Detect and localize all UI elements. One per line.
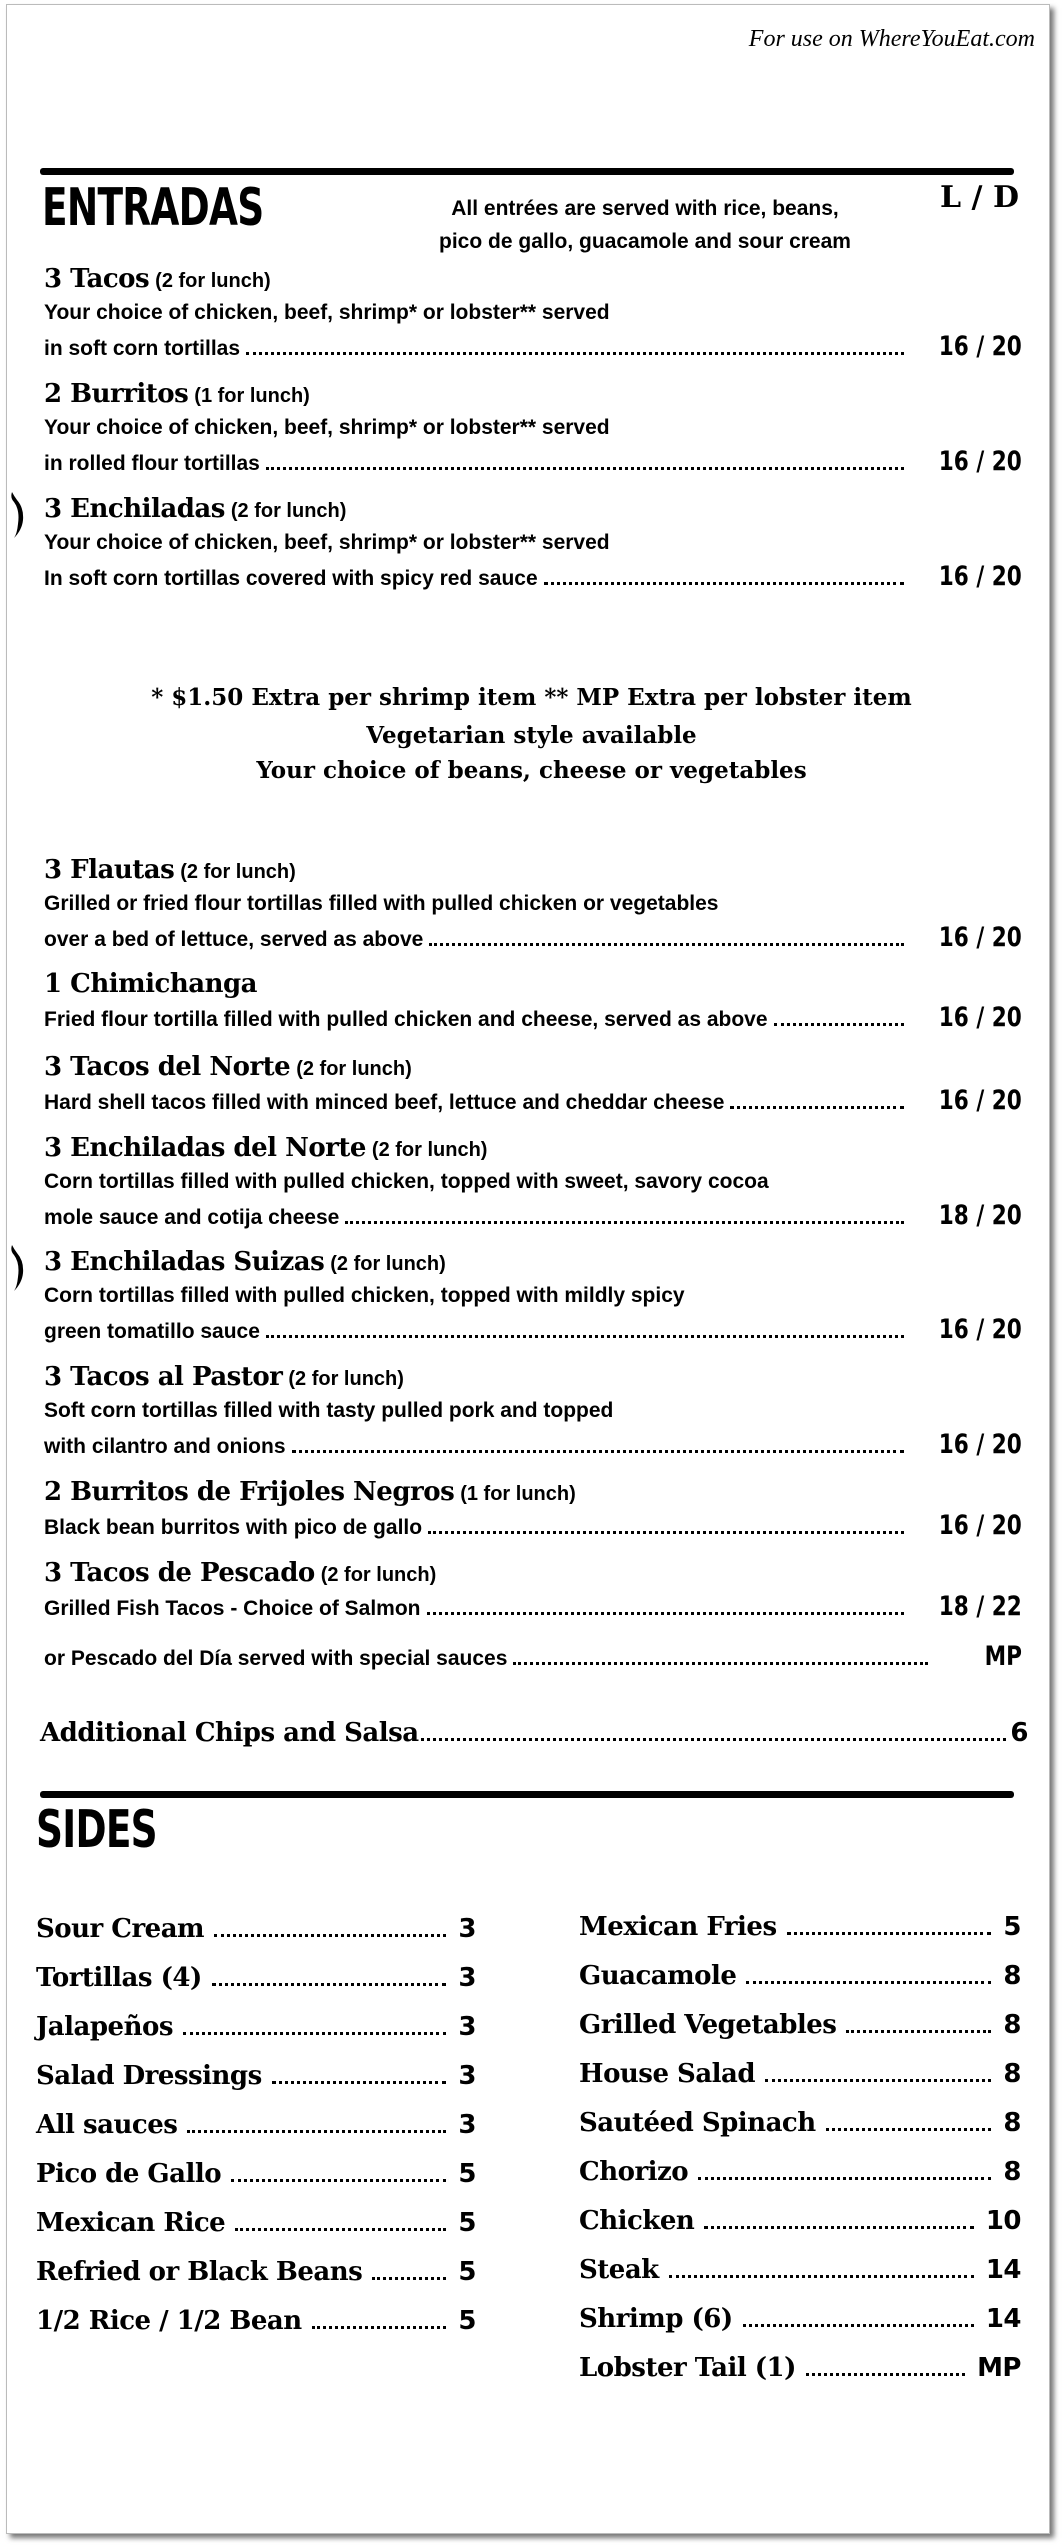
item-description: Black bean burritos with pico de gallo [44, 1516, 423, 1539]
item-price: 16 / 20 [938, 1429, 1022, 1460]
item-price: 16 / 20 [938, 1314, 1022, 1345]
side-price: 10 [985, 2206, 1021, 2236]
side-price: 8 [1003, 2108, 1021, 2138]
entradas-heading: ENTRADAS [42, 178, 264, 238]
side-item [36, 2208, 476, 2238]
item-qualifier: (2 for lunch) [230, 500, 347, 522]
item-qualifier: (2 for lunch) [155, 270, 271, 292]
side-item [579, 2353, 1021, 2383]
menu-item [44, 1362, 1022, 1462]
dot-leader [846, 2029, 991, 2033]
item-qualifier: (1 for lunch) [460, 1483, 576, 1505]
side-item [36, 1963, 476, 1993]
vegetarian-note: Vegetarian style available [366, 722, 697, 749]
side-item [36, 2012, 476, 2042]
item-qualifier: (2 for lunch) [371, 1139, 488, 1161]
item-name: 3 Tacos al Pastor [44, 1362, 283, 1392]
dot-leader [266, 466, 904, 470]
item-name: 1 Chimichanga [44, 969, 258, 999]
side-name: Sour Cream [36, 1914, 205, 1944]
dot-leader [746, 1980, 991, 1984]
item-description: Your choice of chicken, beef, shrimp* or lobster** served [44, 416, 610, 439]
menu-item [44, 1558, 1022, 1674]
dot-leader [372, 2276, 446, 2280]
side-item [36, 2061, 476, 2091]
menu-item [44, 969, 1022, 1035]
dot-leader [235, 2227, 446, 2231]
side-name: Lobster Tail (1) [579, 2353, 796, 2383]
side-price: 3 [458, 2012, 476, 2042]
side-item [36, 2110, 476, 2140]
side-price: 8 [1003, 1961, 1021, 1991]
side-name: Refried or Black Beans [36, 2257, 363, 2287]
price-header: L / D [940, 180, 1019, 215]
item-price: 16 / 20 [938, 1002, 1022, 1033]
side-name: Chorizo [579, 2157, 689, 2187]
item-price: 16 / 20 [938, 446, 1022, 477]
item-description: Grilled or fried flour tortillas filled with pulled chicken or vegetables [44, 892, 719, 915]
side-name: Mexican Fries [579, 1912, 777, 1942]
dot-leader [765, 2078, 991, 2082]
item-name: 3 Tacos de Pescado [44, 1558, 315, 1588]
dot-leader [246, 351, 904, 355]
side-name: Grilled Vegetables [579, 2010, 837, 2040]
item-qualifier: (2 for lunch) [330, 1253, 446, 1275]
side-item [579, 2157, 1021, 2187]
side-price: 3 [458, 1963, 476, 1993]
item-qualifier: (2 for lunch) [288, 1368, 404, 1390]
item-price: 16 / 20 [938, 1085, 1022, 1116]
sides-divider [40, 1791, 1014, 1798]
item-price: 6 [1010, 1718, 1028, 1748]
menu-item [44, 1477, 1022, 1543]
dot-leader [698, 2176, 991, 2180]
side-name: Jalapeños [36, 2012, 173, 2042]
side-price: 5 [1003, 1912, 1021, 1942]
side-item [579, 2304, 1021, 2334]
side-name: Sautéed Spinach [579, 2108, 816, 2138]
dot-leader [272, 2080, 447, 2084]
side-item [579, 2059, 1021, 2089]
item-description: Your choice of chicken, beef, shrimp* or lobster** served [44, 531, 610, 554]
dot-leader [212, 1982, 447, 1986]
item-description: Corn tortillas filled with pulled chicken, topped with mildly spicy [44, 1284, 685, 1307]
side-price: 3 [458, 1914, 476, 1944]
entradas-divider [40, 168, 1014, 175]
item-qualifier: (1 for lunch) [194, 385, 310, 407]
side-price: MP [977, 2353, 1021, 2383]
side-name: House Salad [579, 2059, 756, 2089]
side-item [36, 1914, 476, 1944]
side-name: Chicken [579, 2206, 695, 2236]
dot-leader [427, 1611, 905, 1615]
item-description: Fried flour tortilla filled with pulled chicken and cheese, served as above [44, 1008, 768, 1031]
item-description: Your choice of chicken, beef, shrimp* or lobster** served [44, 301, 610, 324]
menu-item [44, 264, 1022, 364]
dot-leader [421, 1737, 1007, 1741]
dot-leader [730, 1105, 904, 1109]
dot-leader [214, 1933, 446, 1937]
item-description: mole sauce and cotija cheese [44, 1206, 340, 1229]
side-price: 3 [458, 2061, 476, 2091]
item-name: Additional Chips and Salsa [40, 1718, 419, 1748]
side-name: 1/2 Rice / 1/2 Bean [36, 2306, 302, 2336]
side-name: Pico de Gallo [36, 2159, 222, 2189]
menu-item [44, 855, 1022, 955]
chili-pepper-icon [8, 1243, 30, 1293]
side-item [36, 2306, 476, 2336]
sides-heading: SIDES [36, 1800, 157, 1860]
item-qualifier: (2 for lunch) [180, 861, 296, 883]
dot-leader [292, 1449, 905, 1453]
item-price: 16 / 20 [938, 1510, 1022, 1541]
item-name: 3 Tacos del Norte [44, 1052, 291, 1082]
dot-leader [513, 1661, 928, 1665]
dot-leader [183, 2031, 446, 2035]
dot-leader [429, 942, 904, 946]
dot-leader [704, 2225, 974, 2229]
side-name: Shrimp (6) [579, 2304, 733, 2334]
item-price: 16 / 20 [938, 922, 1022, 953]
side-price: 5 [458, 2306, 476, 2336]
item-name: 3 Flautas [44, 855, 175, 885]
menu-item [44, 494, 1022, 594]
item-price: 18 / 20 [938, 1200, 1022, 1231]
item-qualifier: (2 for lunch) [296, 1058, 412, 1080]
side-item [579, 2108, 1021, 2138]
dot-leader [806, 2372, 965, 2376]
item-description: with cilantro and onions [44, 1435, 286, 1458]
item-name: 2 Burritos [44, 379, 189, 409]
dot-leader [544, 581, 905, 585]
dot-leader [826, 2127, 992, 2131]
side-price: 5 [458, 2159, 476, 2189]
menu-item [44, 379, 1022, 479]
dot-leader [428, 1530, 904, 1534]
dot-leader [669, 2274, 974, 2278]
side-price: 14 [985, 2304, 1021, 2334]
item-name: 3 Enchiladas [44, 494, 225, 524]
dot-leader [774, 1022, 905, 1026]
dot-leader [345, 1220, 904, 1224]
side-name: Salad Dressings [36, 2061, 262, 2091]
source-note: For use on WhereYouEat.com [748, 26, 1035, 52]
side-item [36, 2159, 476, 2189]
item-price: 16 / 20 [938, 561, 1022, 592]
menu-item [44, 1133, 1022, 1233]
item-description: in rolled flour tortillas [44, 452, 260, 475]
side-name: Mexican Rice [36, 2208, 226, 2238]
item-description: Corn tortillas filled with pulled chicken, topped with sweet, savory cocoa [44, 1170, 769, 1193]
item-description: Hard shell tacos filled with minced beef, lettuce and cheddar cheese [44, 1091, 725, 1114]
dot-leader [787, 1931, 992, 1935]
item-description: over a bed of lettuce, served as above [44, 928, 424, 951]
item-description: Soft corn tortillas filled with tasty pulled pork and topped [44, 1399, 614, 1422]
side-name: Guacamole [579, 1961, 737, 1991]
item-description: In soft corn tortillas covered with spicy red sauce [44, 567, 538, 590]
item-description: in soft corn tortillas [44, 337, 241, 360]
item-description: or Pescado del Día served with special sauces [44, 1647, 508, 1670]
menu-item [44, 1052, 1022, 1118]
item-name: 3 Tacos [44, 264, 150, 294]
side-price: 3 [458, 2110, 476, 2140]
item-description: green tomatillo sauce [44, 1320, 260, 1343]
side-price: 5 [458, 2208, 476, 2238]
item-price: MP [984, 1641, 1022, 1672]
intro-line: pico de gallo, guacamole and sour cream [439, 230, 851, 253]
additional-chips-salsa [40, 1718, 1028, 1748]
intro-line: All entrées are served with rice, beans, [451, 197, 839, 220]
dot-leader [743, 2323, 974, 2327]
side-name: Tortillas (4) [36, 1963, 202, 1993]
surcharge-note: * $1.50 Extra per shrimp item ** MP Extra per lobster item [151, 684, 912, 711]
side-item [36, 2257, 476, 2287]
dot-leader [187, 2129, 446, 2133]
entradas-intro [410, 192, 880, 258]
item-name: 2 Burritos de Frijoles Negros [44, 1477, 455, 1507]
side-item [579, 1961, 1021, 1991]
chili-pepper-icon [8, 490, 30, 540]
side-item [579, 2255, 1021, 2285]
side-item [579, 2010, 1021, 2040]
side-price: 8 [1003, 2010, 1021, 2040]
item-description: Grilled Fish Tacos - Choice of Salmon [44, 1597, 421, 1620]
side-item [579, 2206, 1021, 2236]
dot-leader [312, 2325, 447, 2329]
side-price: 14 [985, 2255, 1021, 2285]
side-name: All sauces [36, 2110, 178, 2140]
side-price: 8 [1003, 2157, 1021, 2187]
side-name: Steak [579, 2255, 659, 2285]
vegetarian-choice-note: Your choice of beans, cheese or vegetables [256, 757, 807, 784]
item-name: 3 Enchiladas del Norte [44, 1133, 366, 1163]
item-price: 16 / 20 [938, 331, 1022, 362]
item-name: 3 Enchiladas Suizas [44, 1247, 325, 1277]
side-price: 5 [458, 2257, 476, 2287]
dot-leader [231, 2178, 446, 2182]
item-price: 18 / 22 [938, 1591, 1022, 1622]
side-price: 8 [1003, 2059, 1021, 2089]
menu-item [44, 1247, 1022, 1347]
side-item [579, 1912, 1021, 1942]
dot-leader [266, 1334, 904, 1338]
item-qualifier: (2 for lunch) [320, 1564, 437, 1586]
